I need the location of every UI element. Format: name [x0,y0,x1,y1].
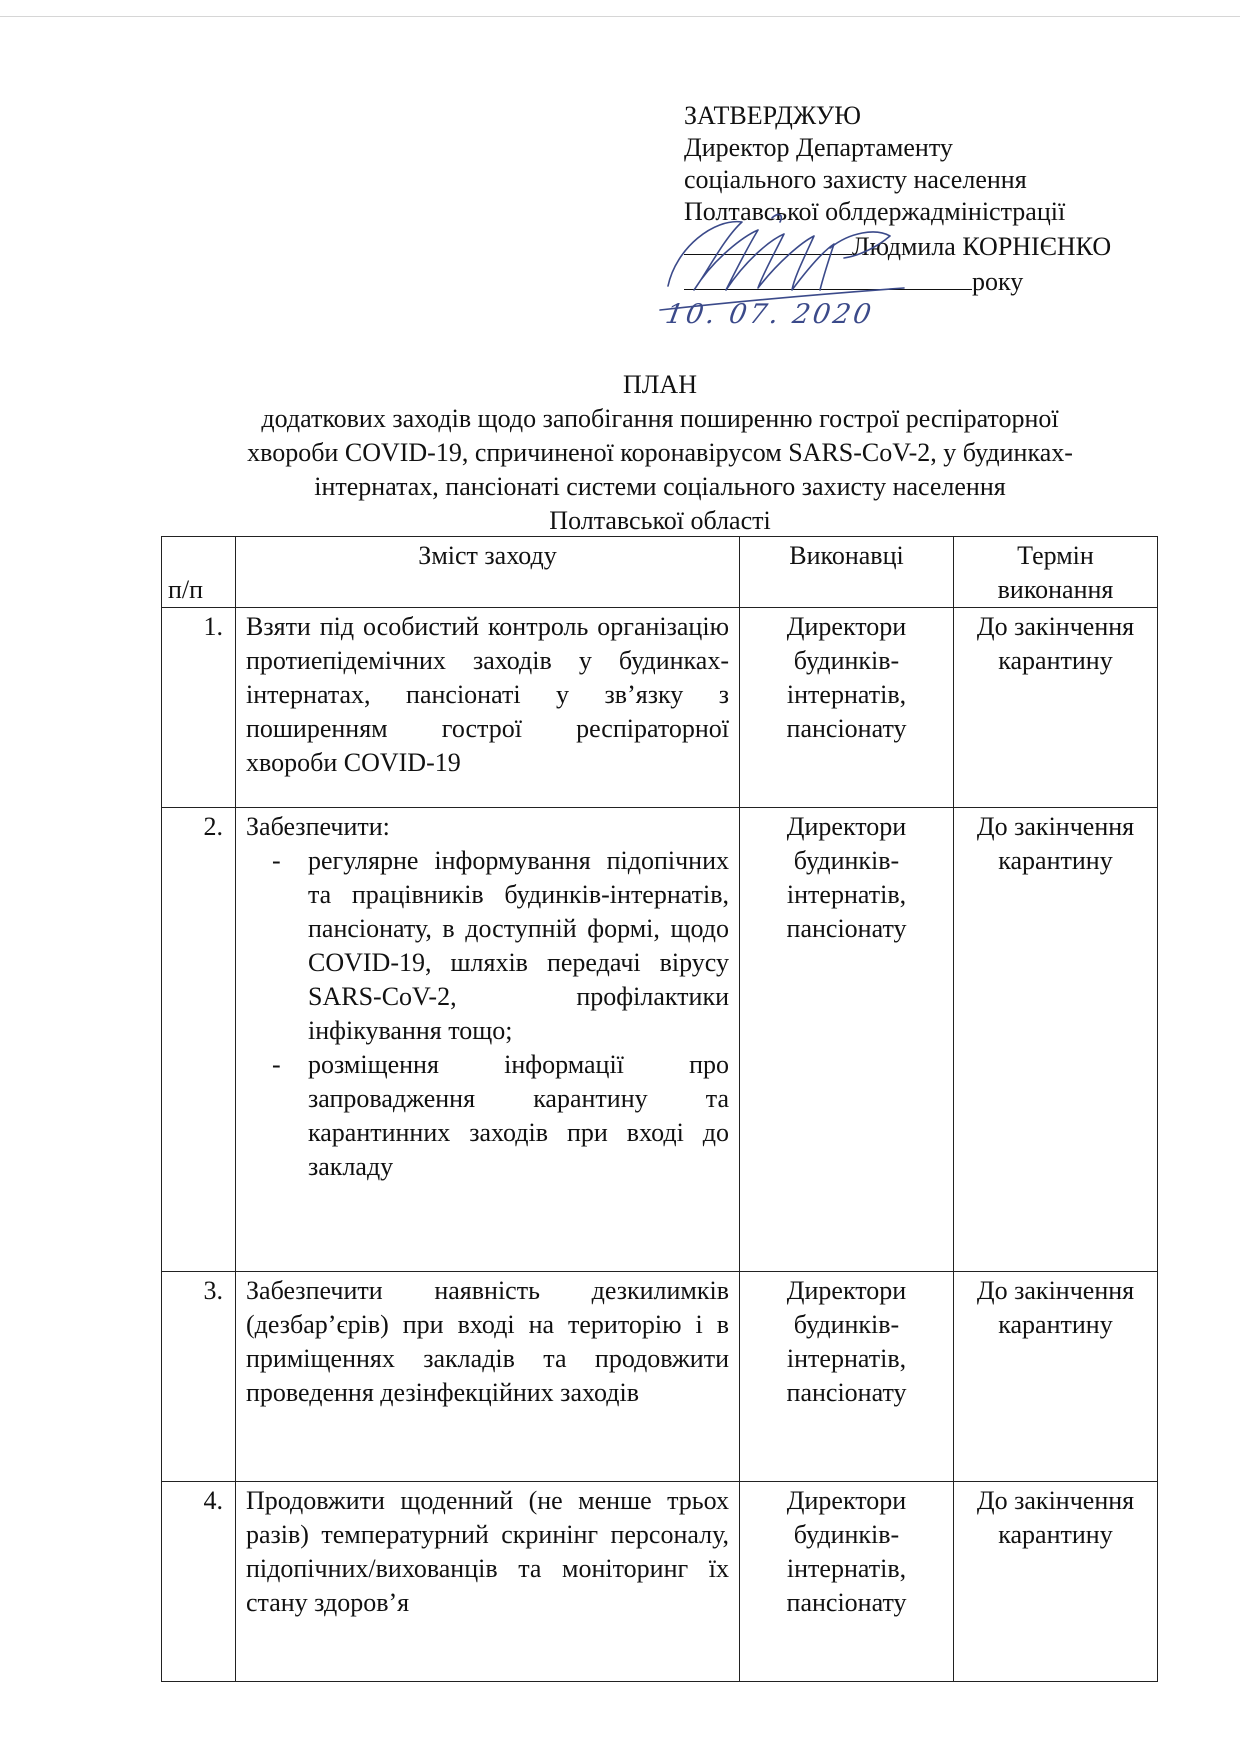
handwritten-date [663,299,876,330]
header-executors: Виконавці [740,537,954,608]
svg-text:10. 07. 2020: 10. 07. 2020 [663,299,877,330]
header-num: п/п [162,537,236,608]
table-row [162,608,1158,808]
table-header-row [162,537,1158,608]
title-line1: додаткових заходів щодо запобігання поширенню гострої респіраторної [261,404,1059,433]
header-content: Зміст заходу [236,537,740,608]
row-executors: Директори будинків- інтернатів, пансіонату [740,608,954,808]
row-intro: Забезпечити: [246,812,390,841]
approval-position-line3: Полтавської облдержадміністрації [684,197,1066,226]
measures-list [246,844,729,1184]
handwritten-signature [654,178,984,328]
list-item: - розміщення інформації про запровадження карантину та карантинних заходів при вході до закладу [308,1048,729,1184]
header-term: Термін виконання [954,537,1158,608]
row-content: Забезпечити наявність дезкилимків (дезбар’єрів) при вході на територію і в приміщеннях закладів та продовжити проведення дезінфекційних заходів [236,1272,740,1482]
plan-table [161,536,1158,1682]
row-term: До закінчення карантину [954,1482,1158,1682]
signer-name: Людмила КОРНІЄНКО [852,232,1112,261]
list-item: - регулярне інформування підопічних та працівників будинків-інтернатів, пансіонату, в доступній формі, щодо COVID-19, шляхів передачі вірусу SARS-CoV-2, профілактики інфікування тощо; [308,844,729,1048]
row-content: Взяти під особистий контроль організацію протиепідемічних заходів у будинках-інтернатах, пансіонаті у зв’язку з поширенням гострої респіраторної хвороби COVID-19 [236,608,740,808]
table-row [162,808,1158,1272]
approval-position-line2: соціального захисту населення [684,165,1027,194]
row-number: 2. [162,808,236,1272]
row-content [236,808,740,1272]
approval-block [663,100,1184,330]
row-term: До закінчення карантину [954,1272,1158,1482]
table-row [162,1272,1158,1482]
title-line2: хвороби COVID-19, спричиненої коронавірусом SARS-CoV-2, у будинках- [247,438,1073,467]
title-line3: інтернатах, пансіонаті системи соціального захисту населення [314,472,1006,501]
row-executors: Директори будинків- інтернатів, пансіонату [740,1272,954,1482]
row-term: До закінчення карантину [954,808,1158,1272]
row-executors: Директори будинків- інтернатів, пансіонату [740,1482,954,1682]
document-title [160,368,1160,538]
row-number: 4. [162,1482,236,1682]
title-heading: ПЛАН [623,370,697,399]
row-term: До закінчення карантину [954,608,1158,808]
row-executors: Директори будинків- інтернатів, пансіонату [740,808,954,1272]
row-content: Продовжити щоденний (не менше трьох разів) температурний скринінг персоналу, підопічних/вихованців та моніторинг їх стану здоров’я [236,1482,740,1682]
row-number: 3. [162,1272,236,1482]
row-number: 1. [162,608,236,808]
year-suffix: року [972,267,1024,296]
approval-heading: ЗАТВЕРДЖУЮ [684,101,861,130]
table-row [162,1482,1158,1682]
approval-position-line1: Директор Департаменту [684,133,953,162]
top-rule [0,16,1240,17]
title-line4: Полтавської області [549,506,771,535]
